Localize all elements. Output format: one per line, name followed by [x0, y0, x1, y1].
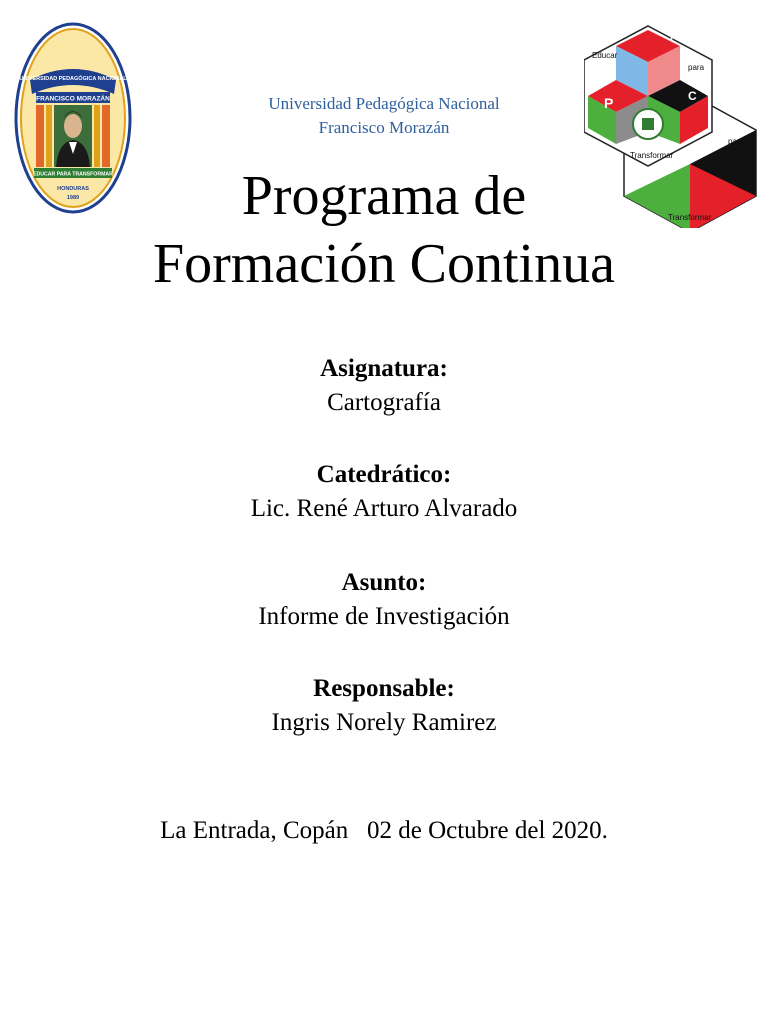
- field-topic-label: Asunto:: [341, 569, 427, 596]
- pfc-word-bottom: Transformar: [630, 151, 674, 160]
- field-responsible: [0, 672, 768, 740]
- field-professor-label: Catedrático:: [316, 461, 452, 488]
- field-subject-label: Asignatura:: [320, 355, 448, 382]
- pfc-word-top: Educar: [592, 51, 618, 60]
- field-subject-value: Cartografía: [327, 389, 441, 416]
- pfc-word-right: para: [688, 63, 705, 72]
- seal-text-name: FRANCISCO MORAZÁN: [36, 95, 110, 103]
- field-topic: [0, 566, 768, 634]
- seal-text-top: UNIVERSIDAD PEDAGÓGICA NACIONAL: [19, 76, 127, 82]
- university-line-2: Francisco Morazán: [318, 118, 450, 137]
- university-line-1: Universidad Pedagógica Nacional: [268, 94, 500, 113]
- pfc-letter-c: C: [688, 89, 697, 103]
- seal-text-year: 1989: [66, 195, 80, 201]
- field-responsible-label: Responsable:: [313, 675, 455, 702]
- seal-text-motto: EDUCAR PARA TRANSFORMAR: [33, 171, 113, 178]
- pfc-back-word-bottom: Transformar: [668, 213, 712, 222]
- field-subject: [0, 352, 768, 420]
- seal-text-country: HONDURAS: [57, 186, 89, 192]
- field-professor: [0, 458, 768, 526]
- university-name: [0, 92, 768, 140]
- field-responsible-value: Ingris Norely Ramirez: [271, 709, 497, 736]
- field-topic-value: Informe de Investigación: [258, 603, 510, 630]
- pfc-letter-p: P: [604, 95, 614, 111]
- title-line-1: Programa de: [241, 165, 527, 227]
- place-date: La Entrada, Copán 02 de Octubre del 2020.: [160, 817, 608, 844]
- title-line-2: Formación Continua: [153, 233, 615, 295]
- field-professor-value: Lic. René Arturo Alvarado: [250, 495, 518, 522]
- pfc-back-word-right: para: [728, 137, 745, 146]
- page-title: [0, 162, 768, 298]
- pfc-letter-f: F: [670, 31, 677, 43]
